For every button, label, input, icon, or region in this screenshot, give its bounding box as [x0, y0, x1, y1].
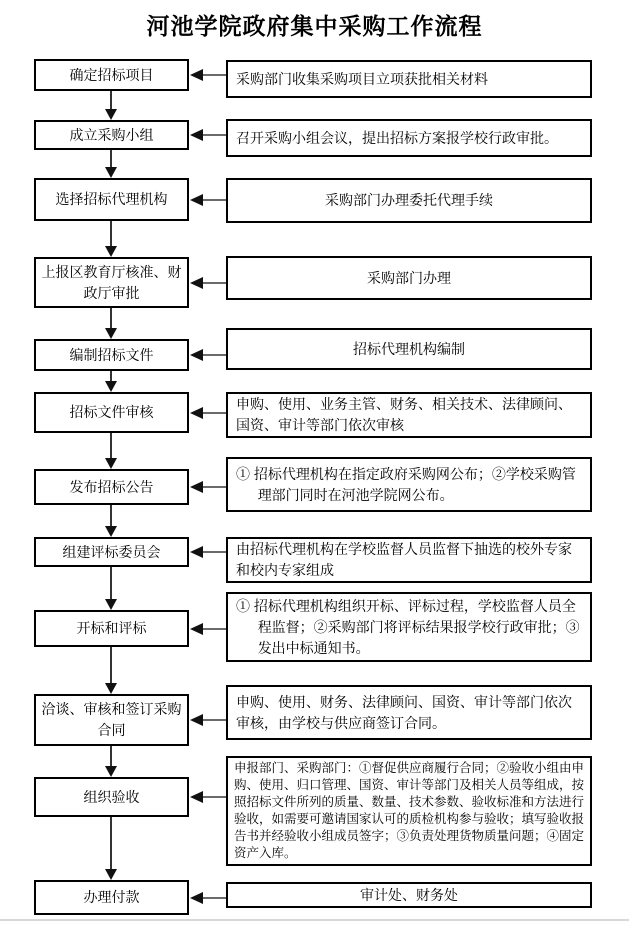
arrow-line-note-11	[202, 796, 226, 798]
arrow-line-step-4-to-5	[110, 308, 112, 329]
arrow-line-step-3-to-4	[110, 221, 112, 247]
step-box-2	[34, 120, 189, 150]
arrow-head-step-9-to-10	[105, 683, 117, 694]
note-box-3	[226, 178, 592, 223]
arrow-line-step-6-to-7	[110, 433, 112, 459]
arrow-head-step-5-to-6	[105, 381, 117, 392]
note-box-7	[226, 457, 592, 512]
step-box-12	[34, 880, 189, 915]
arrow-head-note-10	[190, 714, 203, 726]
note-text: 审计处、财务处	[360, 886, 458, 903]
note-text: 申报部门、采购部门：①督促供应商履行合同；②验收小组由申购、使用、归口管理、国资、审计等部门及相关人员等组成，按照招标文件所列的质量、数量、技术参数、验收标准和方法进行验收，如需要可邀请国家认可的质检机构参与验收；填写验收报告书并经验收小组成员签字；③负责处理货物质量问题；④固定资产入库。	[234, 761, 585, 860]
note-box-9	[226, 592, 592, 662]
note-box-6	[226, 392, 592, 438]
step-box-5	[34, 339, 189, 371]
page-bottom-edge	[0, 919, 629, 921]
arrow-line-step-8-to-9	[110, 567, 112, 600]
note-box-4	[226, 256, 592, 300]
note-box-1	[226, 60, 592, 98]
note-text: ① 招标代理机构组织开标、评标过程，学校监督人员全程监督；②采购部门将评标结果报学校行政审批；③发出中标通知书。	[236, 597, 580, 656]
arrow-head-step-6-to-7	[105, 458, 117, 469]
arrow-line-note-1	[202, 74, 226, 76]
step-box-4	[34, 257, 189, 308]
note-box-10	[226, 685, 592, 740]
arrow-line-step-7-to-8	[110, 505, 112, 527]
arrow-head-note-6	[190, 407, 203, 419]
arrow-line-step-11-to-12	[110, 817, 112, 870]
step-label: 确定招标项目	[69, 66, 154, 83]
arrow-head-note-5	[190, 349, 203, 361]
arrow-head-note-9	[190, 623, 203, 635]
arrow-head-step-3-to-4	[105, 246, 117, 257]
note-text: 采购部门收集采购项目立项获批相关材料	[236, 70, 488, 87]
arrow-head-note-4	[190, 277, 203, 289]
step-label: 组建评标委员会	[62, 543, 161, 560]
step-box-9	[34, 610, 189, 647]
note-text: 申购、使用、业务主管、财务、相关技术、法律顾问、国资、审计等部门依次审核	[236, 396, 572, 433]
step-label: 招标文件审核	[69, 404, 154, 420]
step-label: 成立采购小组	[69, 126, 154, 143]
step-box-8	[34, 537, 189, 567]
arrow-head-step-2-to-3	[105, 167, 117, 178]
note-box-11	[226, 756, 592, 866]
note-text: 招标代理机构编制	[353, 340, 465, 357]
step-box-7	[34, 469, 189, 505]
arrow-line-step-2-to-3	[110, 150, 112, 168]
note-box-8	[226, 537, 592, 583]
arrow-line-note-7	[202, 486, 226, 488]
arrow-head-step-10-to-11	[105, 766, 117, 777]
arrow-head-step-11-to-12	[105, 869, 117, 880]
arrow-line-note-3	[202, 199, 226, 201]
step-box-3	[34, 178, 189, 221]
arrow-head-note-2	[190, 129, 203, 141]
arrow-head-note-8	[190, 546, 203, 558]
step-box-1	[34, 59, 189, 91]
step-label: 办理付款	[83, 889, 140, 905]
arrow-line-step-10-to-11	[110, 746, 112, 767]
step-label: 选择招标代理机构	[55, 191, 168, 207]
step-box-10	[34, 694, 189, 746]
note-box-12	[226, 882, 592, 908]
arrow-head-step-7-to-8	[105, 526, 117, 537]
note-text: 申购、使用、财务、法律顾问、国资、审计等部门依次审核，由学校与供应商签订合同。	[236, 693, 572, 731]
arrow-head-note-11	[190, 791, 203, 803]
arrow-line-note-8	[202, 551, 226, 553]
note-box-2	[226, 119, 592, 157]
note-box-5	[226, 328, 592, 370]
step-box-6	[34, 392, 189, 433]
arrow-head-note-12	[190, 892, 203, 904]
arrow-head-step-4-to-5	[105, 328, 117, 339]
step-label: 开标和评标	[76, 620, 147, 636]
arrow-head-note-7	[190, 481, 203, 493]
note-text: 采购部门办理委托代理手续	[325, 192, 493, 208]
arrow-head-note-3	[190, 194, 203, 206]
arrow-line-note-9	[202, 628, 226, 630]
note-text: 采购部门办理	[367, 269, 451, 286]
step-label: 洽谈、审核和签订采购合同	[41, 701, 182, 738]
arrow-line-step-9-to-10	[110, 647, 112, 684]
page-title: 河池学院政府集中采购工作流程	[146, 14, 483, 39]
arrow-line-note-10	[202, 719, 226, 721]
note-text: ① 招标代理机构在指定政府采购网公布；②学校采购管理部门同时在河池学院网公布。	[236, 465, 576, 503]
step-box-11	[34, 777, 189, 817]
arrow-line-note-12	[202, 897, 226, 899]
arrow-line-note-5	[202, 354, 226, 356]
step-label: 上报区教育厅核准、财政厅审批	[41, 263, 182, 301]
arrow-head-step-1-to-2	[105, 109, 117, 120]
note-text: 召开采购小组会议，提出招标方案报学校行政审批。	[236, 129, 558, 146]
note-text: 由招标代理机构在学校监督人员监督下抽选的校外专家和校内专家组成	[236, 541, 572, 578]
arrow-line-note-6	[202, 412, 226, 414]
arrow-line-note-4	[202, 282, 226, 284]
step-label: 组织验收	[83, 788, 140, 805]
arrow-line-note-2	[202, 134, 226, 136]
step-label: 发布招标公告	[69, 478, 154, 495]
step-label: 编制招标文件	[69, 346, 154, 363]
arrow-head-note-1	[190, 69, 203, 81]
arrow-head-step-8-to-9	[105, 599, 117, 610]
arrow-line-step-1-to-2	[110, 91, 112, 110]
